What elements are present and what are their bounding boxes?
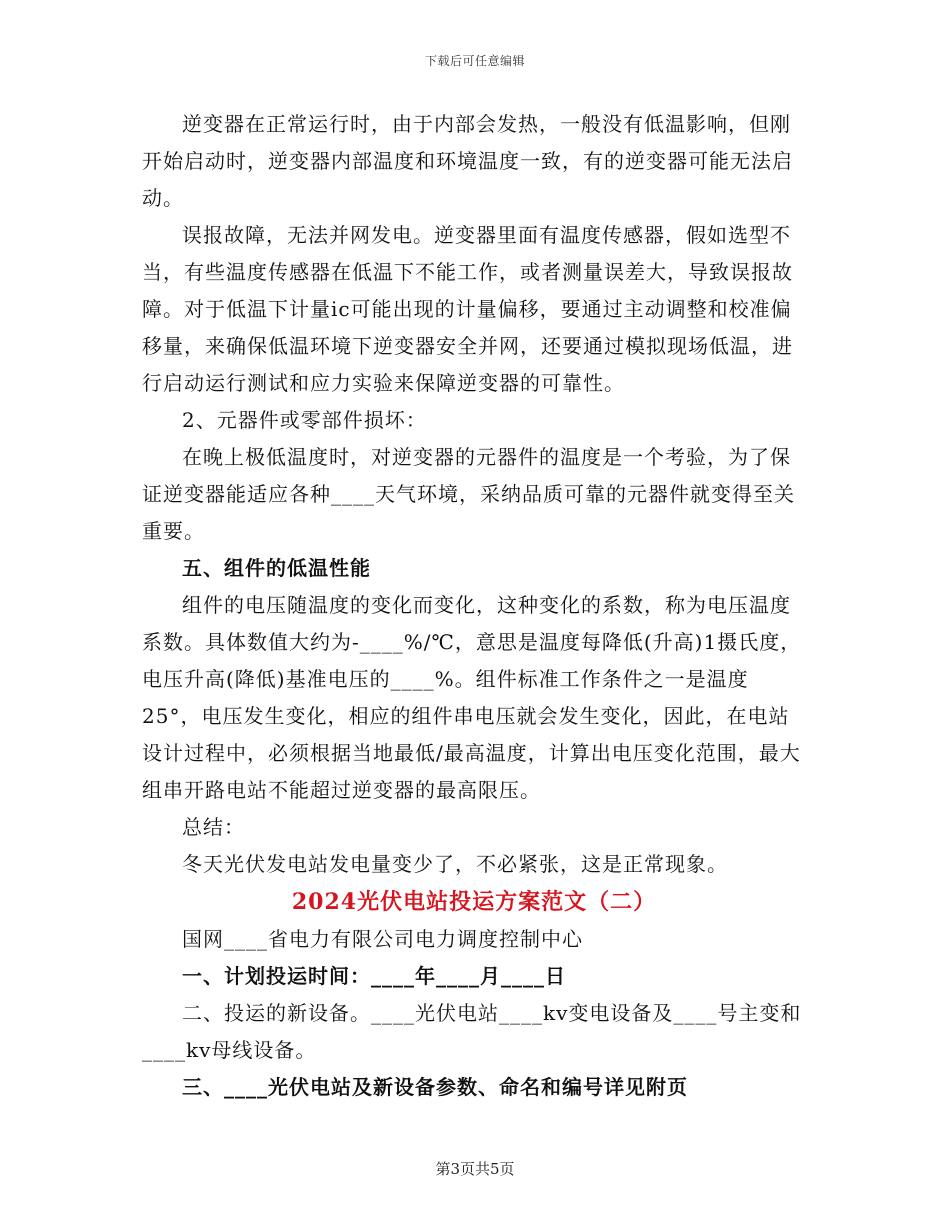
paragraph-false-alarm: 误报故障，无法并网发电。逆变器里面有温度传感器，假如选型不当，有些温度传感器在低温下不能工作，或者测量误差大，导致误报故障。对于低温下计量ic可能出现的计量偏移，要通过主动调整和校准偏移量，来确保低温环境下逆变器安全并网，还要通过模拟现场低温，进行启动运行测试和应力实验来保障逆变器的可靠性。 [142,223,793,395]
paragraph-recipient: 国网____省电力有限公司电力调度控制中心 [182,927,583,951]
page-footer: 第3页共5页 [435,1160,515,1178]
paragraph-summary-label: 总结： [182,815,245,839]
document-title: 2024光伏电站投运方案范文（二） [291,889,657,915]
paragraph-inverter-startup: 逆变器在正常运行时，由于内部会发热，一般没有低温影响，但刚开始启动时，逆变器内部温度和环境温度一致，有的逆变器可能无法启动。 [142,112,793,210]
section-heading-schedule: 一、计划投运时间：____年____月____日 [182,964,566,988]
section-heading-parameters: 三、____光伏电站及新设备参数、命名和编号详见附页 [182,1075,688,1099]
section-heading-low-temp-performance: 五、组件的低温性能 [182,556,371,580]
document-body [142,106,806,1106]
paragraph-component-damage: 在晚上极低温度时，对逆变器的元器件的温度是一个考验，为了保证逆变器能适应各种____天气环境，采纳品质可靠的元器件就变得至关重要。 [142,445,795,543]
page-header: 下载后可任意编辑 [424,54,525,68]
paragraph-new-equipment: 二、投运的新设备。____光伏电站____kv变电设备及____号主变和____kv母线设备。 [142,1001,802,1062]
paragraph-voltage-coefficient: 组件的电压随温度的变化而变化，这种变化的系数，称为电压温度系数。具体数值大约为-____%/℃，意思是温度每降低(升高)1摄氏度，电压升高(降低)基准电压的____%。组件标准工作条件之一是温度25°，电压发生变化，相应的组件串电压就会发生变化，因此，在电站设计过程中，必须根据当地最低/最高温度，计算出电压变化范围，最大组串开路电站不能超过逆变器的最高限压。 [142,593,802,802]
paragraph-component-damage-heading: 2、元器件或零部件损坏： [182,408,427,432]
paragraph-summary: 冬天光伏发电站发电量变少了，不必紧张，这是正常现象。 [182,852,728,876]
